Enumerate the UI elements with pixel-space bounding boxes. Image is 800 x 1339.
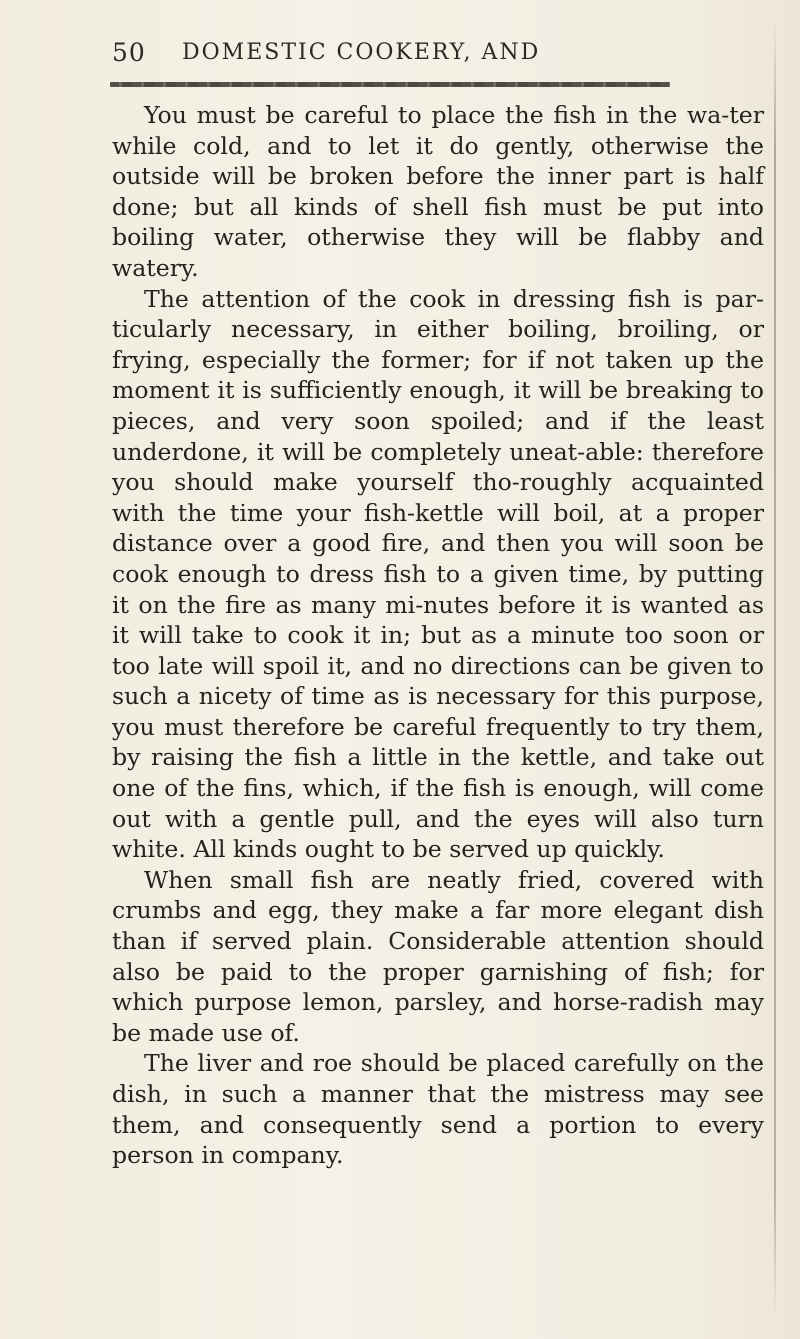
header-rule [110, 82, 670, 87]
paragraph-1: You must be careful to place the fish in the wa-ter while cold, and to let it do gently, otherwise the outside will be broken before the inner part is half done; but all kinds of shell fish must be put into boiling water, otherwise they will be flabby and watery. [112, 101, 764, 282]
body-text [112, 100, 764, 1171]
paragraph-2: The attention of the cook in dressing fish is par-ticularly necessary, in either boiling, broiling, or frying, especially the former; for if not taken up the moment it is sufficiently enough, it will be breaking to pieces, and very soon spoiled; and if the least underdone, it will be completely uneat-able: therefore you should make yourself tho-roughly acquainted with the time your fish-kettle will boil, at a proper distance over a good fire, and then you will soon be cook enough to dress fish to a given time, by putting it on the fire as many mi-nutes before it is wanted as it will take to cook it in; but as a minute too soon or too late will spoil it, and no directions can be given to such a nicety of time as is necessary for this purpose, you must therefore be careful frequently to try them, by raising the fish a little in the kettle, and take out one of the fins, which, if the fish is enough, will come out with a gentle pull, and the eyes will also turn white. All kinds ought to be served up quickly. [112, 284, 764, 864]
paragraph-3: When small fish are neatly fried, covered with crumbs and egg, they make a far more elegant dish than if served plain. Considerable attention should also be paid to the proper garnishing of fish; for which purpose lemon, parsley, and horse-radish may be made use of. [112, 865, 764, 1047]
page-header [112, 38, 672, 74]
page-edge-shadow [774, 20, 776, 1320]
paragraph-4: The liver and roe should be placed carefully on the dish, in such a manner that the mistress may see them, and consequently send a portion to every person in company. [112, 1049, 764, 1170]
page-number: 50 [112, 38, 146, 67]
running-head: DOMESTIC COOKERY, AND [182, 40, 541, 65]
